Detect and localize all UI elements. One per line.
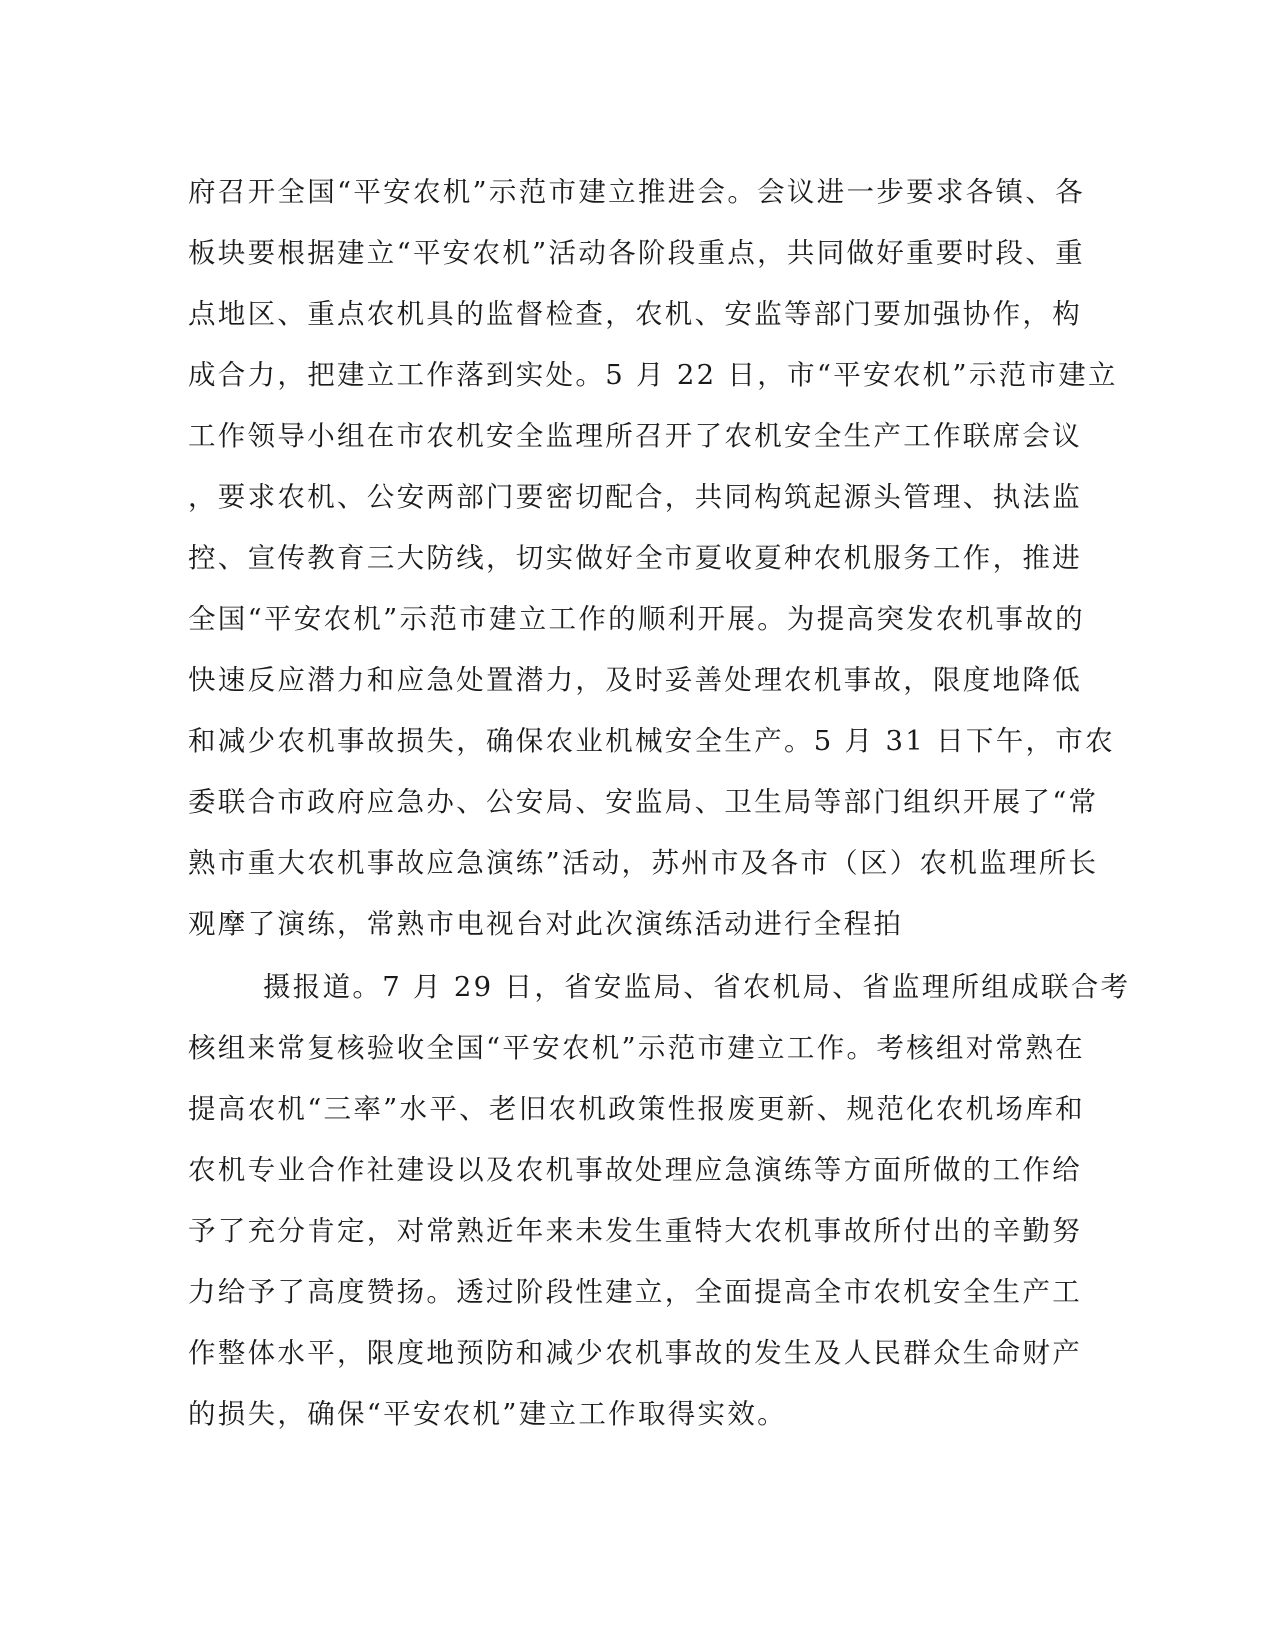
text-line: 全国“平安农机”示范市建立工作的顺利开展。为提高突发农机事故的 xyxy=(188,603,1085,635)
text-line: 力给予了高度赞扬。透过阶段性建立，全面提高全市农机安全生产工 xyxy=(188,1276,1082,1308)
text-line: 予了充分肯定，对常熟近年来未发生重特大农机事故所付出的辛勤努 xyxy=(188,1215,1082,1247)
text-line: 点地区、重点农机具的监督检查，农机、安监等部门要加强协作，构 xyxy=(188,298,1082,330)
text-line: 快速反应潜力和应急处置潜力，及时妥善处理农机事故，限度地降低 xyxy=(188,664,1082,696)
text-line: 作整体水平，限度地预防和减少农机事故的发生及人民群众生命财产 xyxy=(188,1337,1082,1369)
text-line: 成合力，把建立工作落到实处。5 月 22 日，市“平安农机”示范市建立 xyxy=(188,359,1118,391)
text-line: 农机专业合作社建设以及农机事故处理应急演练等方面所做的工作给 xyxy=(188,1154,1082,1186)
text-line: 控、宣传教育三大防线，切实做好全市夏收夏种农机服务工作，推进 xyxy=(188,542,1082,574)
text-line: 工作领导小组在市农机安全监理所召开了农机安全生产工作联席会议 xyxy=(188,420,1082,452)
text-line: 府召开全国“平安农机”示范市建立推进会。会议进一步要求各镇、各 xyxy=(188,176,1085,208)
text-line: 提高农机“三率”水平、老旧农机政策性报废更新、规范化农机场库和 xyxy=(188,1093,1085,1125)
text-line: 的损失，确保“平安农机”建立工作取得实效。 xyxy=(188,1398,787,1430)
paragraph-2 xyxy=(188,957,1131,1445)
text-line: 熟市重大农机事故应急演练”活动，苏州市及各市（区）农机监理所长 xyxy=(188,847,1099,879)
text-line: ，要求农机、公安两部门要密切配合，共同构筑起源头管理、执法监 xyxy=(188,481,1082,513)
text-line: 板块要根据建立“平安农机”活动各阶段重点，共同做好重要时段、重 xyxy=(188,237,1085,269)
paragraph-1 xyxy=(188,162,1118,955)
text-line: 观摩了演练，常熟市电视台对此次演练活动进行全程拍 xyxy=(188,908,904,940)
text-line: 委联合市政府应急办、公安局、安监局、卫生局等部门组织开展了“常 xyxy=(188,786,1099,818)
text-line: 核组来常复核验收全国“平安农机”示范市建立工作。考核组对常熟在 xyxy=(188,1032,1085,1064)
text-line: 摄报道。7 月 29 日，省安监局、省农机局、省监理所组成联合考 xyxy=(263,971,1131,1003)
text-line: 和减少农机事故损失，确保农业机械安全生产。5 月 31 日下午，市农 xyxy=(188,725,1115,757)
